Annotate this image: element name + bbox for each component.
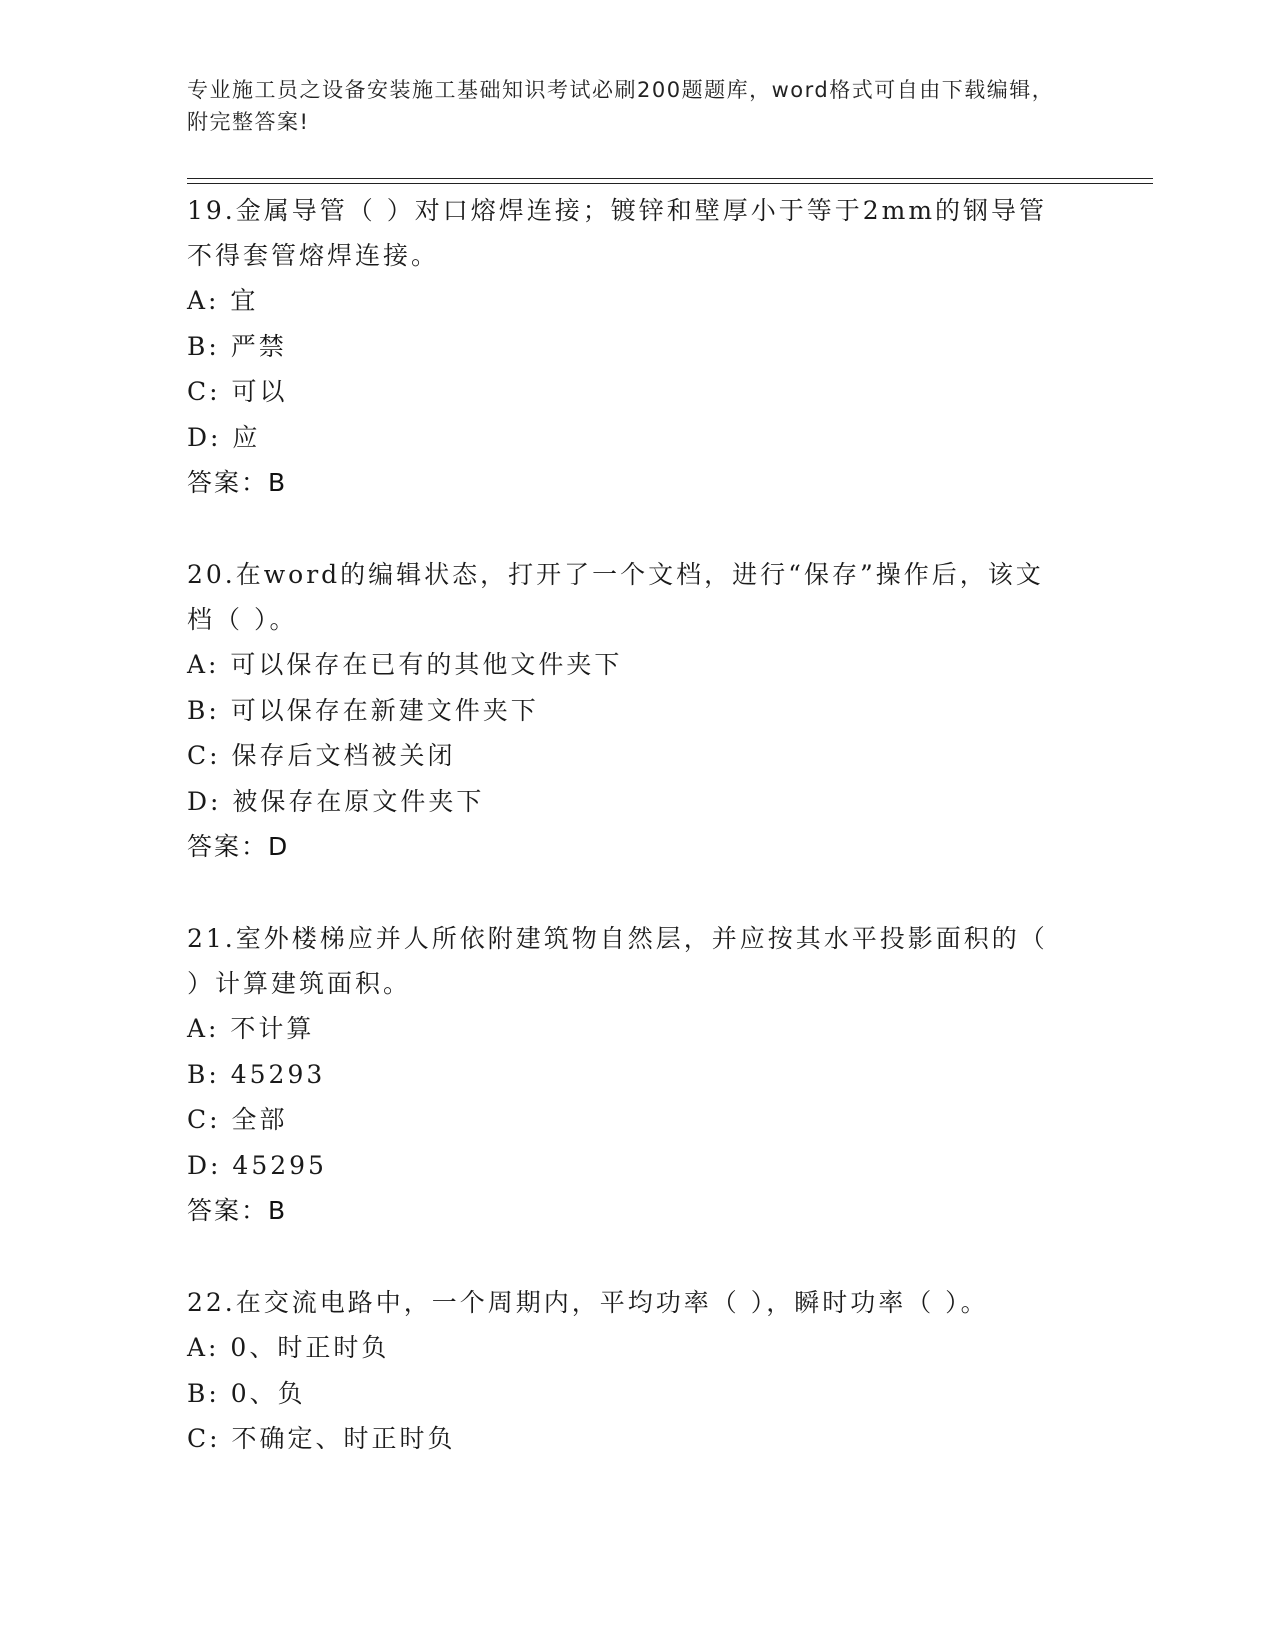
question-stem: 22.在交流电路中，一个周期内，平均功率（ ），瞬时功率（ ）。 bbox=[187, 1288, 989, 1317]
question-stem: 20.在word的编辑状态，打开了一个文档，进行“保存”操作后，该文档（ ）。 bbox=[187, 560, 1044, 634]
header-divider-bottom bbox=[187, 183, 1153, 184]
question-20 bbox=[187, 552, 1067, 869]
option-b: B: 严禁 bbox=[187, 331, 287, 361]
question-stem: 21.室外楼梯应并人所依附建筑物自然层，并应按其水平投影面积的（ ）计算建筑面积。 bbox=[187, 924, 1048, 998]
option-c: C: 不确定、时正时负 bbox=[187, 1424, 456, 1453]
question-19 bbox=[187, 188, 1067, 505]
option-d: D: 45295 bbox=[187, 1150, 327, 1180]
option-a: A: 不计算 bbox=[187, 1014, 315, 1043]
option-b: B: 0、负 bbox=[187, 1378, 306, 1408]
option-b: B: 45293 bbox=[187, 1059, 326, 1089]
question-stem: 19.金属导管（ ）对口熔焊连接；镀锌和壁厚小于等于2mm的钢导管不得套管熔焊连接。 bbox=[187, 196, 1048, 270]
option-a: A: 可以保存在已有的其他文件夹下 bbox=[187, 650, 623, 679]
answer: 答案：B bbox=[187, 468, 288, 497]
answer: 答案：D bbox=[187, 832, 290, 861]
question-22 bbox=[187, 1280, 1067, 1462]
option-b: B: 可以保存在新建文件夹下 bbox=[187, 695, 539, 725]
document-header: 专业施工员之设备安装施工基础知识考试必刷200题题库，word格式可自由下载编辑，附完整答案! bbox=[187, 78, 1055, 134]
question-21 bbox=[187, 916, 1067, 1233]
option-a: A: 宜 bbox=[187, 286, 259, 315]
option-a: A: 0、时正时负 bbox=[187, 1333, 390, 1362]
option-c: C: 可以 bbox=[187, 377, 288, 406]
option-d: D: 被保存在原文件夹下 bbox=[187, 786, 485, 816]
option-d: D: 应 bbox=[187, 422, 261, 452]
header-divider-top bbox=[187, 178, 1153, 179]
answer: 答案：B bbox=[187, 1196, 288, 1225]
option-c: C: 全部 bbox=[187, 1105, 288, 1134]
option-c: C: 保存后文档被关闭 bbox=[187, 741, 456, 770]
